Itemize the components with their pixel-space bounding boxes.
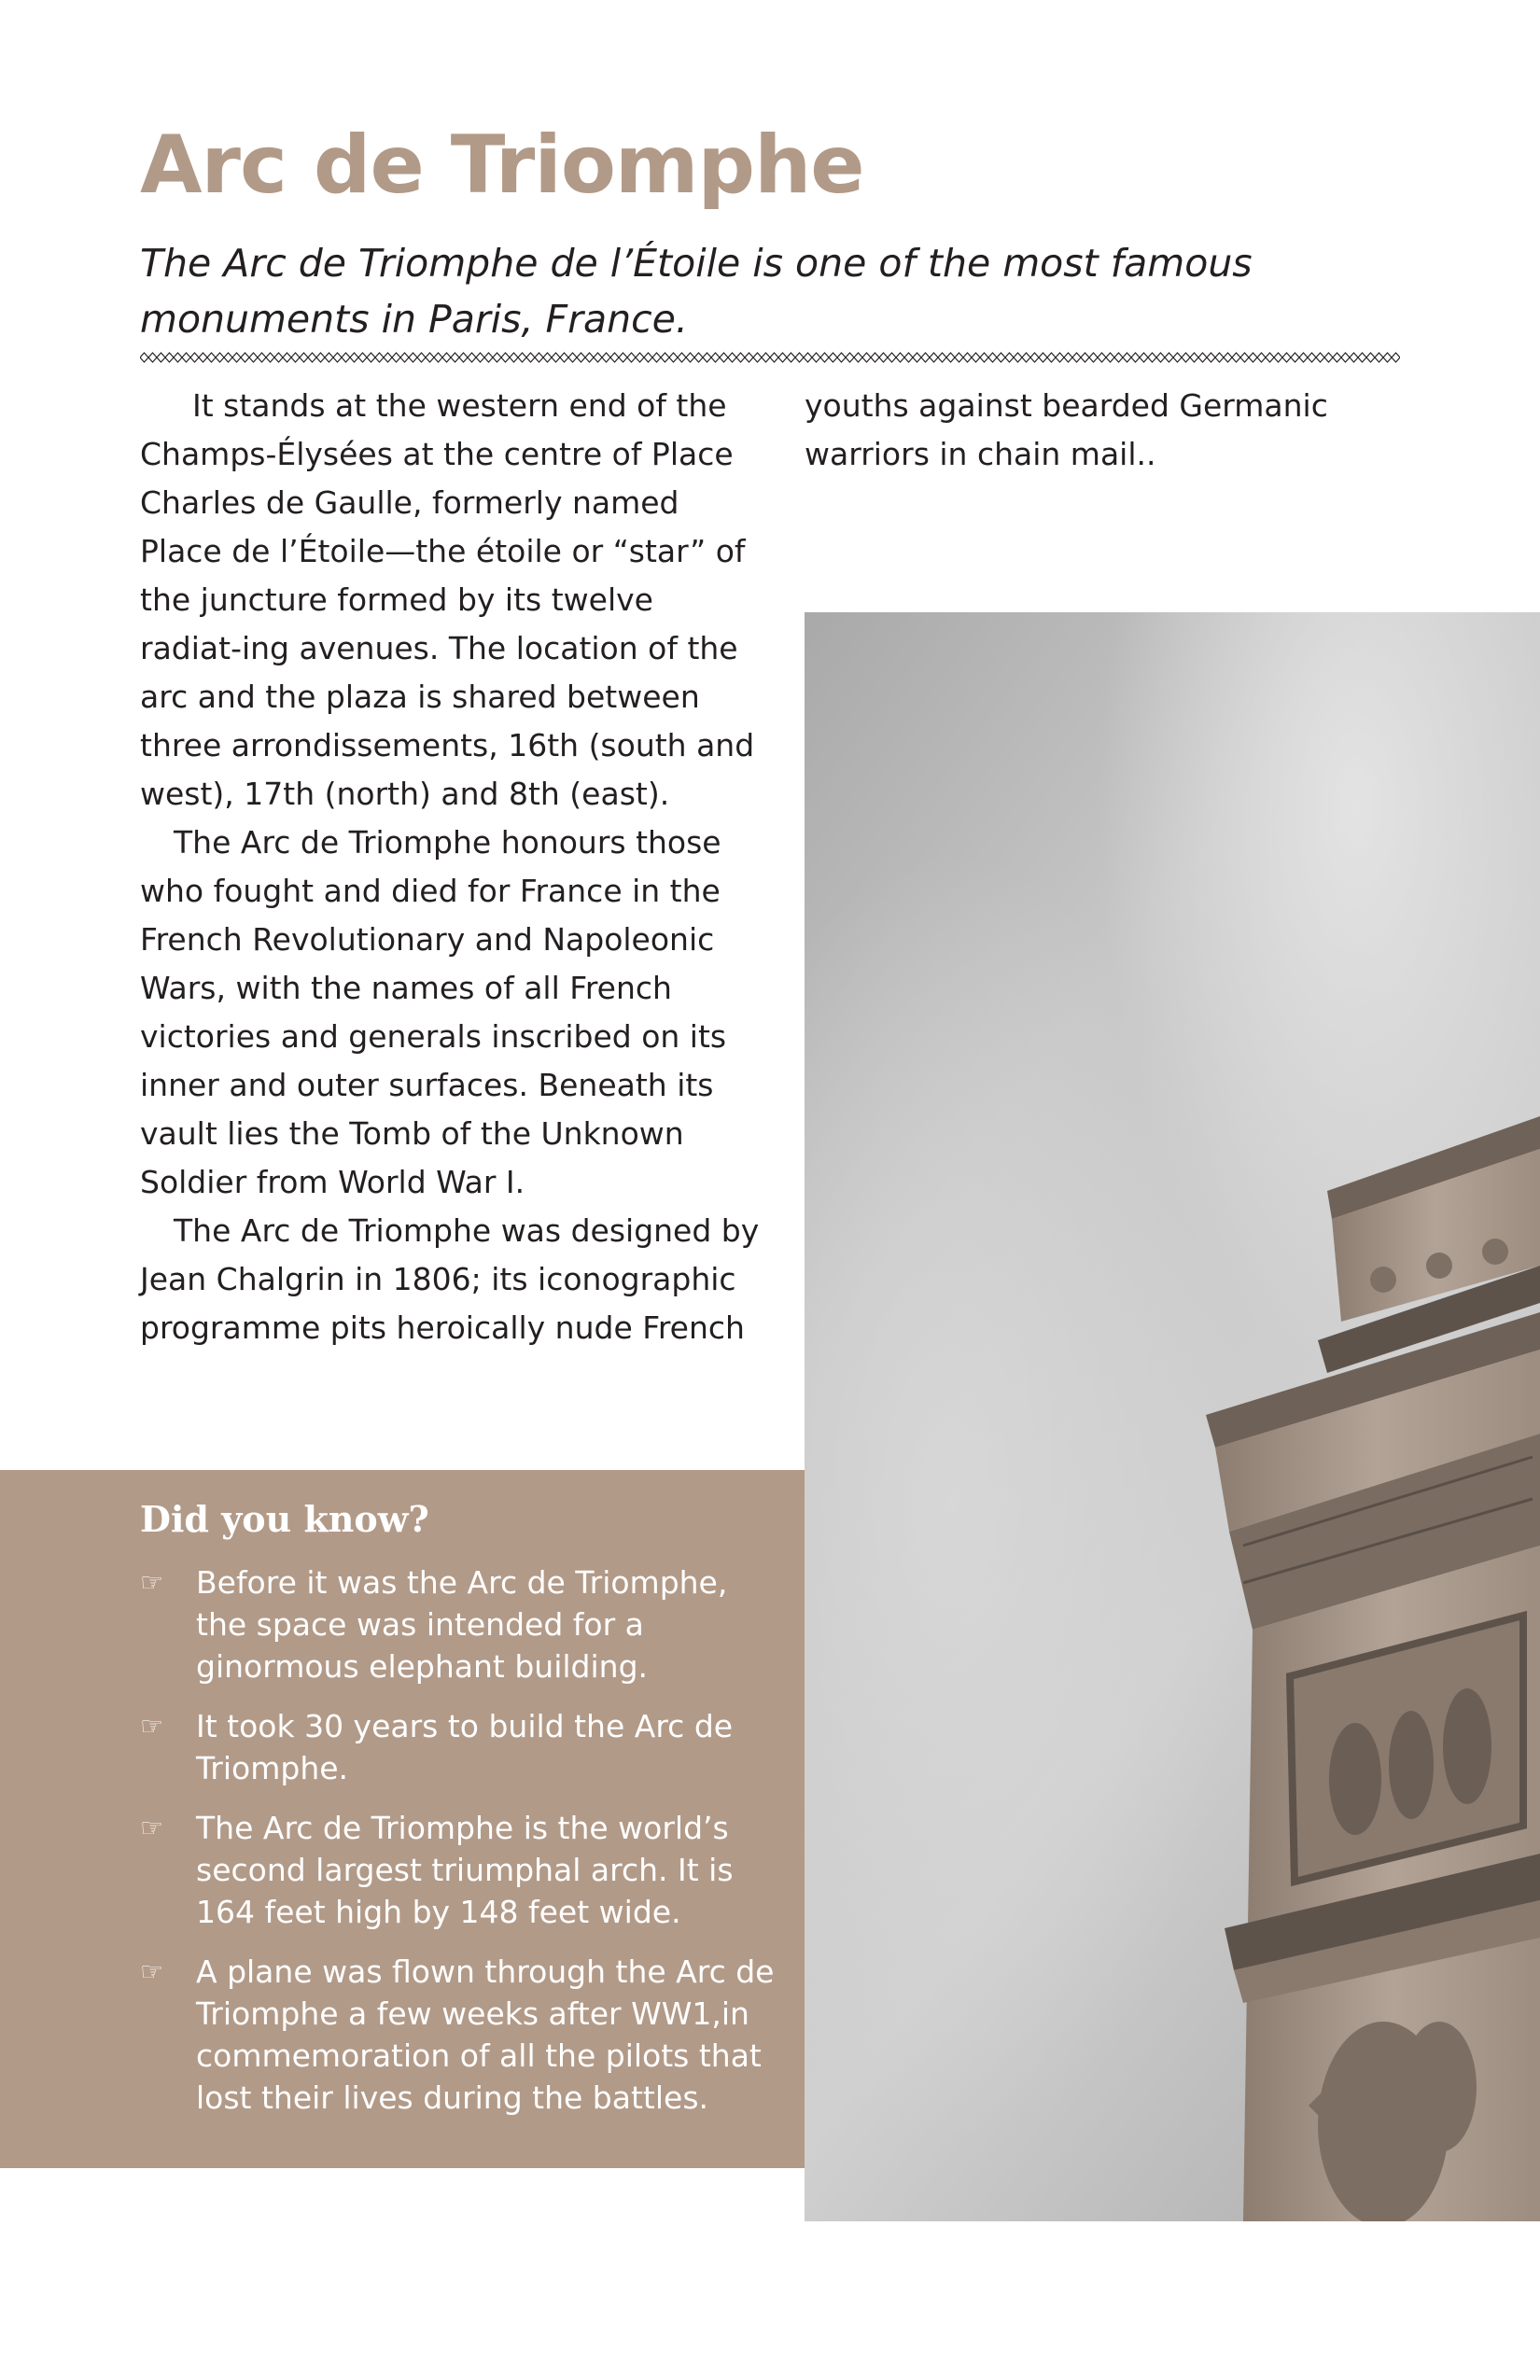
fact-text: The Arc de Triomphe is the world’s second largest triumphal arch. It is 164 feet high by 148 feet wide. [196, 1810, 734, 1930]
list-item [140, 1807, 775, 1933]
decorative-divider [140, 349, 1400, 366]
fact-text: A plane was flown through the Arc de Triomphe a few weeks after WW1,in commemoration of all the pilots that lost their lives during the battles. [196, 1953, 775, 2116]
pointing-hand-icon: ☞ [140, 1567, 164, 1598]
did-you-know-heading: Did you know? [140, 1498, 429, 1540]
pointing-hand-icon: ☞ [140, 1711, 164, 1742]
did-you-know-box [0, 1470, 805, 2168]
body-paragraph: It stands at the western end of the Champs-Élysées at the centre of Place Charles de Gaulle, formerly named Place de l’Étoile—the étoile or “star” of the juncture formed by its twelve radiat-ing avenues. The location of the arc and the plaza is shared between three arrondissements, 16th (south and west), 17th (north) and 8th (east). [140, 387, 755, 812]
pointing-hand-icon: ☞ [140, 1956, 164, 1987]
article-body-right-column [805, 382, 1383, 479]
arc-de-triomphe-photo [805, 612, 1540, 2221]
list-item [140, 1561, 775, 1687]
body-paragraph: The Arc de Triomphe honours those who fought and died for France in the French Revolutionary and Napoleonic Wars, with the names of all French victories and generals inscribed on its inner and outer surfaces. Beneath its vault lies the Tomb of the Unknown Soldier from World War I. [140, 824, 727, 1200]
article-body-left-column [140, 382, 761, 1352]
list-item [140, 1705, 775, 1789]
facts-list [140, 1561, 775, 2136]
list-item [140, 1951, 775, 2119]
page-title: Arc de Triomphe [140, 119, 864, 212]
fact-text: Before it was the Arc de Triomphe, the space was intended for a ginormous elephant building. [196, 1564, 728, 1685]
body-paragraph: The Arc de Triomphe was designed by Jean Chalgrin in 1806; its iconographic programme pits heroically nude French [140, 1212, 760, 1346]
body-continuation: youths against bearded Germanic warriors in chain mail.. [805, 387, 1328, 472]
pointing-hand-icon: ☞ [140, 1813, 164, 1843]
page-subtitle: The Arc de Triomphe de l’Étoile is one of the most famous monuments in Paris, France. [140, 241, 1253, 342]
fact-text: It took 30 years to build the Arc de Triomphe. [196, 1708, 734, 1786]
